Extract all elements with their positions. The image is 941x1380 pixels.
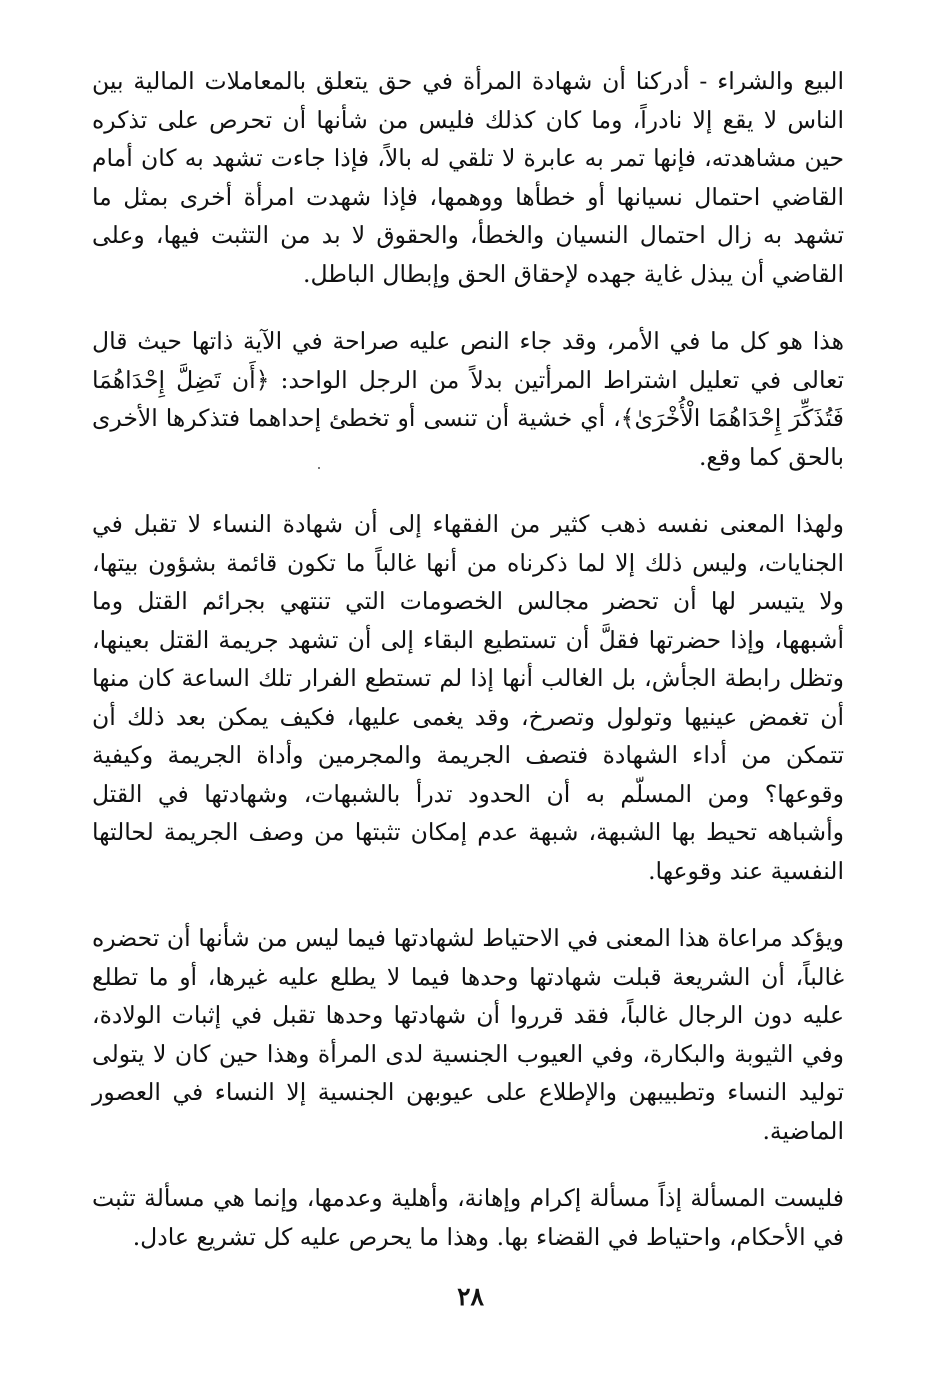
paragraph-text: البيع والشراء - أدركنا أن شهادة المرأة في حق يتعلق بالمعاملات المالية بين الناس لا يقع إلا نادراً، وما كان كذلك فليس من شأنها أن تحرص على تذكره حين مشاهدته، فإنها تمر به عابرة لا تلقي له بالاً، فإذا جاءت تشهد به كان أمام القاضي احتمال نسيانها أو خطأها ووهمها، فإذا شهدت امرأة أخرى بمثل ما تشهد به زال احتمال النسيان والخطأ، والحقوق لا بد من التثبت فيها، وعلى القاضي أن يبذل غاية جهده لإحقاق الحق وإبطال الباطل. xyxy=(92,67,844,288)
paragraph-2 xyxy=(92,322,844,476)
page-number: ٢٨ xyxy=(457,1282,484,1311)
paragraph-text: فليست المسألة إذاً مسألة إكرام وإهانة، وأهلية وعدمها، وإنما هي مسألة تثبت في الأحكام، واحتياط في القضاء بها. وهذا ما يحرص عليه كل تشريع عادل. xyxy=(92,1184,844,1251)
paragraph-text: ويؤكد مراعاة هذا المعنى في الاحتياط لشهادتها فيما ليس من شأنها أن تحضره غالباً، أن الشريعة قبلت شهادتها وحدها فيما لا يطلع عليه غيرها، أو ما تطلع عليه دون الرجال غالباً، فقد قرروا أن شهادتها وحدها تقبل في إثبات الولادة، وفي الثيوبة والبكارة، وفي العيوب الجنسية لدى المرأة وهذا حين كان لا يتولى توليد النساء وتطبيبهن والإطلاع على عيوبهن الجنسية إلا النساء في العصور الماضية. xyxy=(92,924,844,1145)
paragraph-1 xyxy=(92,62,844,293)
paragraph-spacer xyxy=(92,293,844,322)
scan-speck xyxy=(318,467,320,469)
paragraph-text: ولهذا المعنى نفسه ذهب كثير من الفقهاء إلى أن شهادة النساء لا تقبل في الجنايات، وليس ذلك إلا لما ذكرناه من أنها غالباً ما تكون قائمة بشؤون بيتها، ولا يتيسر لها أن تحضر مجالس الخصومات التي تنتهي بجرائم القتل وما أشبهها، وإذا حضرتها فقلَّ أن تستطيع البقاء إلى أن تشهد جريمة القتل بعينها، وتظل رابطة الجأش، بل الغالب أنها إذا لم تستطع الفرار تلك الساعة كان منها أن تغمض عينيها وتولول وتصرخ، وقد يغمى عليها، فكيف يمكن بعد ذلك أن تتمكن من أداء الشهادة فتصف الجريمة والمجرمين وأداة الجريمة وكيفية وقوعها؟ ومن المسلّم به أن الحدود تدرأ بالشبهات، وشهادتها في القتل وأشباهه تحيط بها الشبهة، شبهة عدم إمكان تثبتها من وصف الجريمة لحالتها النفسية عند وقوعها. xyxy=(92,510,844,885)
paragraph-3 xyxy=(92,505,844,890)
paragraph-text: هذا هو كل ما في الأمر، وقد جاء النص عليه صراحة في الآية ذاتها حيث قال تعالى في تعليل اشتراط المرأتين بدلاً من الرجل الواحد: ﴿أَن تَضِلَّ إِحْدَاهُمَا فَتُذَكِّرَ إِحْدَاهُمَا الْأُخْرَىٰ﴾، أي خشية أن تنسى أو تخطئ إحداهما فتذكرها الأخرى بالحق كما وقع. xyxy=(92,327,844,471)
paragraph-spacer xyxy=(92,476,844,505)
body-text xyxy=(92,62,844,1256)
paragraph-4 xyxy=(92,919,844,1150)
paragraph-5 xyxy=(92,1179,844,1256)
paragraph-spacer xyxy=(92,890,844,919)
paragraph-spacer xyxy=(92,1150,844,1179)
